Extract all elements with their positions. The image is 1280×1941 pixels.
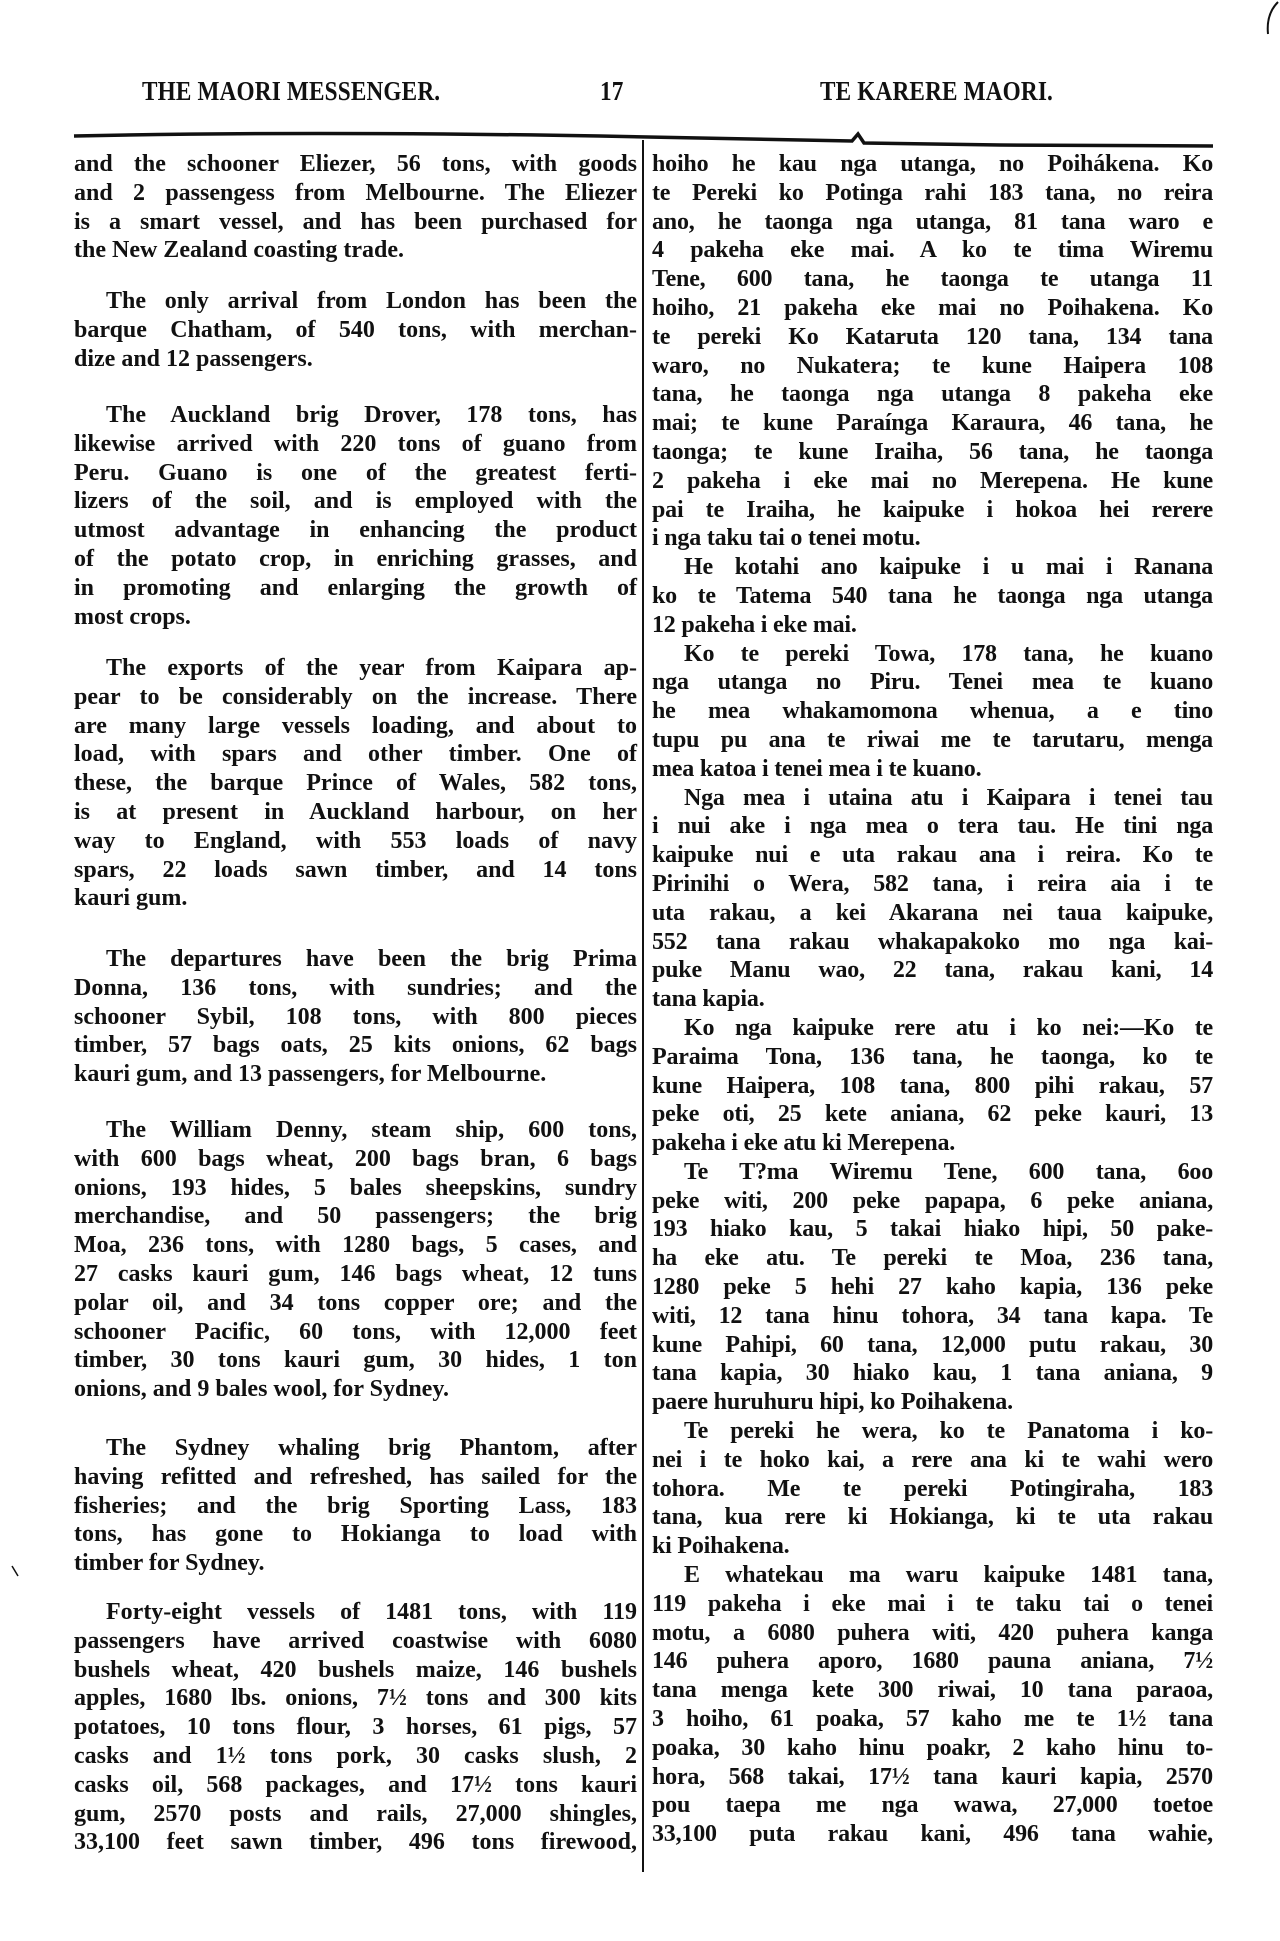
text-line: likewise arrived with 220 tons of guano from — [74, 430, 637, 457]
text-line: 27 casks kauri gum, 146 bags wheat, 12 tuns — [74, 1260, 637, 1287]
text-line: 119 pakeha i eke mai i te taku tai o tenei — [652, 1590, 1213, 1617]
text-line: He kotahi ano kaipuke i u mai i Ranana — [684, 554, 1213, 581]
text-line: and 2 passengess from Melbourne. The Eliezer — [74, 179, 637, 206]
text-line: are many large vessels loading, and about to — [74, 712, 637, 739]
text-line: tana menga kete 300 riwai, 10 tana paraoa, — [652, 1677, 1213, 1704]
text-line: Ko nga kaipuke rere atu i ko nei:—Ko te — [684, 1014, 1213, 1041]
text-line: in promoting and enlarging the growth of — [74, 574, 637, 601]
text-line: casks and 1½ tons pork, 30 casks slush, 2 — [74, 1742, 637, 1769]
paragraph — [652, 553, 1213, 639]
text-line: merchandise, and 50 passengers; the brig — [74, 1203, 637, 1230]
paragraph — [74, 1434, 637, 1578]
text-line: taonga; te kune Iraiha, 56 tana, he taonga — [652, 438, 1213, 465]
text-line: 193 hiako kau, 5 takai hiako hipi, 50 pake- — [652, 1216, 1213, 1243]
text-line: tana kapia. — [652, 986, 765, 1013]
text-line: puke Manu wao, 22 tana, rakau kani, 14 — [652, 957, 1213, 984]
text-line: mea katoa i tenei mea i te kuano. — [652, 755, 982, 782]
text-line: these, the barque Prince of Wales, 582 tons, — [74, 770, 637, 797]
text-line: Ko te pereki Towa, 178 tana, he kuano — [684, 640, 1213, 667]
text-line: pou taepa me nga wawa, 27,000 toetoe — [652, 1792, 1213, 1819]
paragraph — [74, 1116, 637, 1404]
text-line: Peru. Guano is one of the greatest ferti- — [74, 459, 637, 486]
text-line: uta rakau, a kei Akarana nei taua kaipuke, — [652, 899, 1213, 926]
text-line: 3 hoiho, 61 poaka, 57 kaho me te 1½ tana — [652, 1706, 1213, 1733]
text-line: load, with spars and other timber. One of — [74, 741, 637, 768]
text-line: pakeha i eke atu ki Merepena. — [652, 1130, 956, 1157]
paragraph — [652, 784, 1213, 1014]
text-line: utmost advantage in enhancing the product — [74, 517, 637, 544]
text-line: tons, has gone to Hokianga to load with — [74, 1521, 637, 1548]
text-line: the New Zealand coasting trade. — [74, 237, 404, 264]
text-line: timber, 57 bags oats, 25 kits onions, 62 bags — [74, 1032, 637, 1059]
text-line: The departures have been the brig Prima — [106, 946, 637, 972]
text-line: timber, 30 tons kauri gum, 30 hides, 1 ton — [74, 1347, 637, 1374]
text-line: pai te Iraiha, he kaipuke i hokoa hei rerere — [652, 496, 1213, 523]
text-line: te pereki Ko Kataruta 120 tana, 134 tana — [652, 323, 1213, 350]
text-line: pear to be considerably on the increase. There — [74, 683, 637, 710]
text-line: kune Pahipi, 60 tana, 12,000 putu rakau, 30 — [652, 1331, 1213, 1358]
text-line: schooner Pacific, 60 tons, with 12,000 feet — [74, 1318, 637, 1345]
text-line: E whatekau ma waru kaipuke 1481 tana, — [684, 1562, 1213, 1589]
text-line: kauri gum, and 13 passengers, for Melbourne. — [74, 1061, 547, 1088]
paragraph — [652, 640, 1213, 784]
text-line: poaka, 30 kaho hinu poakr, 2 kaho hinu to- — [652, 1734, 1213, 1761]
masthead-maori-title: TE KARERE MAORI. — [820, 76, 1054, 106]
text-line: te Pereki ko Potinga rahi 183 tana, no reira — [652, 179, 1213, 206]
text-line: spars, 22 loads sawn timber, and 14 tons — [74, 856, 637, 883]
text-line: he mea whakamomona whenua, a e tino — [652, 698, 1213, 725]
text-line: Te pereki he wera, ko te Panatoma i ko- — [684, 1418, 1213, 1445]
text-line: peke oti, 25 kete aniana, 62 peke kauri, 13 — [652, 1101, 1213, 1128]
text-line: 1280 peke 5 hehi 27 kaho kapia, 136 peke — [652, 1274, 1213, 1301]
text-line: potatoes, 10 tons flour, 3 horses, 61 pigs, 57 — [74, 1714, 637, 1741]
scan-mark-left — [12, 1566, 18, 1576]
text-line: Moa, 236 tons, with 1280 bags, 5 cases, and — [74, 1232, 637, 1259]
paragraph — [652, 1014, 1213, 1158]
text-line: Donna, 136 tons, with sundries; and the — [74, 974, 637, 1001]
text-line: Forty-eight vessels of 1481 tons, with 119 — [106, 1599, 637, 1625]
text-line: lizers of the soil, and is employed with the — [74, 488, 637, 515]
scan-mark-top-right — [1268, 2, 1278, 34]
text-line: i nga taku tai o tenei motu. — [652, 525, 921, 552]
text-line: kauri gum. — [74, 885, 188, 912]
text-line: of the potato crop, in enriching grasses, and — [74, 545, 637, 572]
text-line: is a smart vessel, and has been purchased for — [74, 208, 637, 235]
paragraph — [652, 1561, 1213, 1849]
paragraph — [74, 945, 637, 1089]
text-line: hora, 568 takai, 17½ tana kauri kapia, 2570 — [652, 1763, 1213, 1790]
text-line: ki Poihakena. — [652, 1533, 790, 1560]
paragraph — [652, 150, 1213, 553]
text-line: ano, he taonga nga utanga, 81 tana waro e — [652, 208, 1213, 235]
text-line: most crops. — [74, 603, 191, 630]
text-line: tana, kua rere ki Hokianga, ki te uta rakau — [652, 1504, 1213, 1531]
masthead-english-title: THE MAORI MESSENGER. — [142, 76, 441, 106]
text-line: waro, no Nukatera; te kune Haipera 108 — [652, 352, 1213, 379]
text-line: with 600 bags wheat, 200 bags bran, 6 bags — [74, 1145, 637, 1172]
text-line: hoiho, 21 pakeha eke mai no Poihakena. Ko — [652, 294, 1213, 321]
text-line: tupu pu ana te riwai me te tarutaru, menga — [652, 726, 1213, 753]
column-divider — [642, 140, 644, 1872]
text-line: 146 puhera aporo, 1680 pauna aniana, 7½ — [652, 1648, 1213, 1675]
text-line: onions, 193 hides, 5 bales sheepskins, sundry — [74, 1174, 637, 1201]
text-line: apples, 1680 lbs. onions, 7½ tons and 300 kits — [74, 1685, 637, 1712]
text-line: witi, 12 tana hinu tohora, 34 tana kapa. Te — [652, 1302, 1213, 1329]
paragraph — [652, 1417, 1213, 1561]
text-line: kune Haipera, 108 tana, 800 pihi rakau, 57 — [652, 1072, 1213, 1099]
text-line: 33,100 puta rakau kani, 496 tana wahie, — [652, 1821, 1213, 1848]
paragraph — [652, 1158, 1213, 1417]
text-line: bushels wheat, 420 bushels maize, 146 bushels — [74, 1656, 637, 1683]
text-line: gum, 2570 posts and rails, 27,000 shingles, — [74, 1800, 637, 1827]
text-line: 4 pakeha eke mai. A ko te tima Wiremu — [652, 237, 1213, 264]
text-line: hoiho he kau nga utanga, no Poihákena. Ko — [652, 151, 1213, 177]
text-line: kaipuke nui e uta rakau ana i reira. Ko te — [652, 842, 1213, 869]
text-line: Tene, 600 tana, he taonga te utanga 11 — [652, 266, 1213, 293]
text-line: ha eke atu. Te pereki te Moa, 236 tana, — [652, 1245, 1213, 1272]
text-line: peke witi, 200 peke papapa, 6 peke aniana, — [652, 1187, 1213, 1214]
paragraph — [74, 401, 637, 631]
text-line: and the schooner Eliezer, 56 tons, with goods — [74, 151, 637, 177]
text-line: ko te Tatema 540 tana he taonga nga utanga — [652, 582, 1213, 609]
text-line: nei i te hoko kai, a rere ana ki te wahi wero — [652, 1446, 1213, 1473]
text-line: paere huruhuru hipi, ko Poihakena. — [652, 1389, 1013, 1416]
text-line: Paraima Tona, 136 tana, he taonga, ko te — [652, 1043, 1213, 1070]
text-line: Nga mea i utaina atu i Kaipara i tenei tau — [684, 784, 1213, 811]
text-line: is at present in Auckland harbour, on her — [74, 798, 637, 825]
text-line: tana kapia, 30 hiako kau, 1 tana aniana, 9 — [652, 1360, 1213, 1387]
text-line: passengers have arrived coastwise with 6080 — [74, 1627, 637, 1654]
text-line: Pirinihi o Wera, 582 tana, i reira aia i te — [652, 870, 1213, 897]
text-line: tohora. Me te pereki Potingiraha, 183 — [652, 1475, 1213, 1502]
text-line: 33,100 feet sawn timber, 496 tons firewood, — [74, 1829, 637, 1856]
text-line: i nui ake i nga mea o tera tau. He tini nga — [652, 813, 1213, 840]
text-line: The only arrival from London has been the — [106, 288, 637, 314]
text-line: The exports of the year from Kaipara ap- — [106, 655, 637, 681]
text-line: 2 pakeha i eke mai no Merepena. He kune — [652, 467, 1213, 494]
paragraph — [74, 150, 637, 265]
paragraph — [74, 1598, 637, 1857]
text-line: having refitted and refreshed, has sailed for the — [74, 1463, 637, 1490]
text-line: way to England, with 553 loads of navy — [74, 827, 637, 854]
text-line: polar oil, and 34 tons copper ore; and the — [74, 1289, 637, 1316]
text-line: The Sydney whaling brig Phantom, after — [106, 1435, 637, 1461]
text-line: tana, he taonga nga utanga 8 pakeha eke — [652, 381, 1213, 408]
text-line: timber for Sydney. — [74, 1550, 265, 1577]
text-line: nga utanga no Piru. Tenei mea te kuano — [652, 669, 1213, 696]
text-line: onions, and 9 bales wool, for Sydney. — [74, 1376, 449, 1403]
text-line: motu, a 6080 puhera witi, 420 puhera kanga — [652, 1619, 1213, 1646]
maori-column — [652, 150, 1213, 1849]
text-line: barque Chatham, of 540 tons, with merchan- — [74, 316, 637, 343]
text-line: Te T?ma Wiremu Tene, 600 tana, 6oo — [684, 1158, 1213, 1185]
paragraph — [74, 654, 637, 913]
text-line: The Auckland brig Drover, 178 tons, has — [106, 402, 637, 428]
text-line: casks oil, 568 packages, and 17½ tons kauri — [74, 1771, 637, 1798]
paragraph — [74, 287, 637, 373]
text-line: mai; te kune Paraínga Karaura, 46 tana, he — [652, 410, 1213, 437]
text-line: The William Denny, steam ship, 600 tons, — [106, 1117, 637, 1143]
text-line: 552 tana rakau whakapakoko mo nga kai- — [652, 928, 1213, 955]
text-line: 12 pakeha i eke mai. — [652, 611, 857, 638]
text-line: fisheries; and the brig Sporting Lass, 183 — [74, 1492, 637, 1519]
text-line: dize and 12 passengers. — [74, 345, 313, 372]
page-number: 17 — [600, 76, 624, 106]
text-line: schooner Sybil, 108 tons, with 800 pieces — [74, 1003, 637, 1030]
